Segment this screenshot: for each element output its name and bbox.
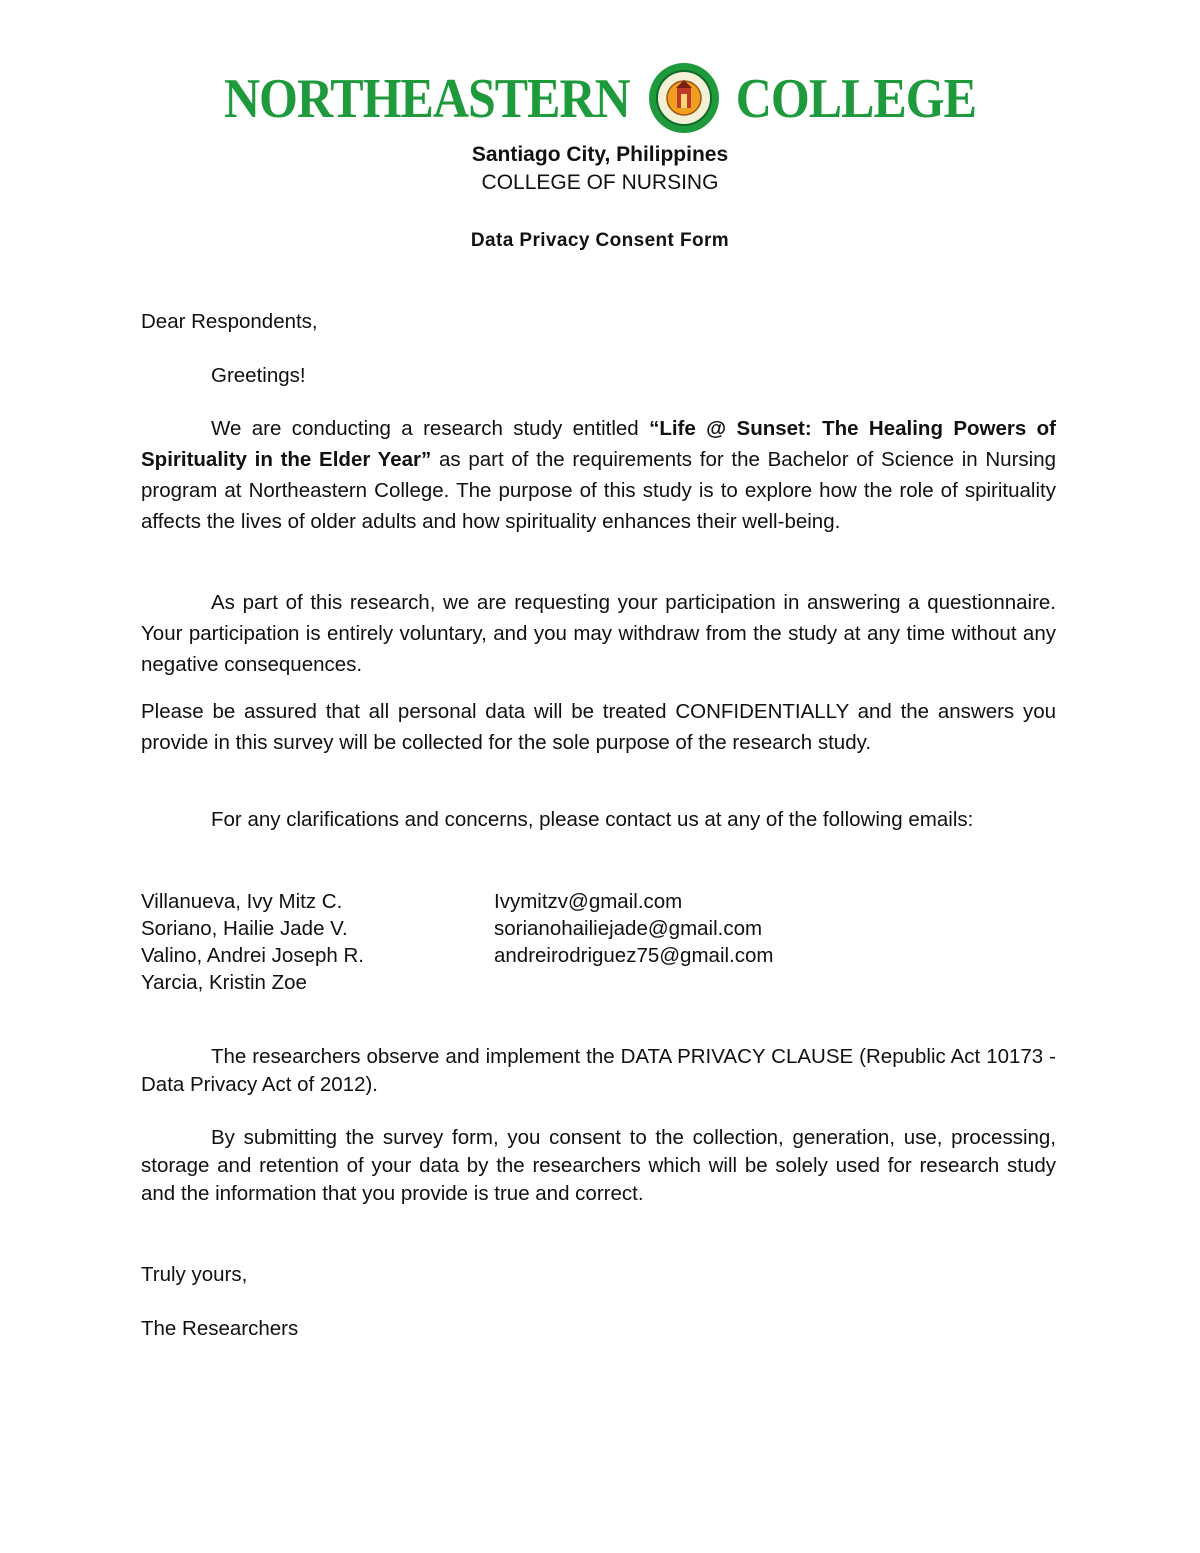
paragraph-consent: By submitting the survey form, you consent to the collection, generation, use, processing, storage and retention of your data by the researchers which will be solely used for research study and the information that you provide is true and correct. [141, 1126, 1056, 1205]
contact-row [141, 942, 773, 969]
college-name-right: COLLEGE [735, 66, 977, 130]
contact-name: Soriano, Hailie Jade V. [141, 917, 348, 940]
contact-email: sorianohailiejade@gmail.com [494, 917, 763, 940]
closing: Truly yours, [141, 1263, 248, 1286]
page-title: Data Privacy Consent Form [470, 230, 730, 251]
paragraph-study-intro [141, 413, 1056, 537]
contact-email: andreirodriguez75@gmail.com [494, 944, 774, 967]
college-seal-icon [648, 62, 720, 134]
college-location: Santiago City, Philippines [471, 143, 729, 166]
paragraph-participation: As part of this research, we are requesting your participation in answering a questionnaire. Your participation is entirely voluntary, and you may withdraw from the study at any time without any negative consequences. [141, 591, 1056, 676]
signature: The Researchers [141, 1317, 299, 1340]
contact-row [141, 969, 773, 996]
paragraph-contact: For any clarifications and concerns, please contact us at any of the following emails: [211, 808, 974, 831]
paragraph-confidentiality: Please be assured that all personal data will be treated CONFIDENTIALLY and the answers you provide in this survey will be collected for the sole purpose of the research study. [141, 700, 1056, 754]
contact-row [141, 888, 773, 915]
contact-list [141, 888, 773, 996]
study-title: “Life @ Sunset: The Healing Powers of Spirituality in the Elder Year” [141, 417, 1056, 471]
college-banner [0, 62, 1200, 134]
contact-name: Valino, Andrei Joseph R. [141, 944, 364, 967]
paragraph-text: We are conducting a research study entitled [211, 417, 650, 440]
contact-row [141, 915, 773, 942]
greeting: Greetings! [211, 364, 306, 387]
college-name-left: NORTHEASTERN [223, 66, 630, 130]
contact-name: Villanueva, Ivy Mitz C. [141, 890, 343, 913]
contact-email: Ivymitzv@gmail.com [494, 890, 683, 913]
contact-name: Yarcia, Kristin Zoe [141, 971, 307, 994]
paragraph-data-privacy-clause: The researchers observe and implement the DATA PRIVACY CLAUSE (Republic Act 10173 - Data Privacy Act of 2012). [141, 1045, 1056, 1096]
salutation: Dear Respondents, [141, 310, 318, 333]
college-department: COLLEGE OF NURSING [481, 171, 719, 194]
paragraph-text: as part of the requirements for the Bachelor of Science in Nursing program at Northeastern College. The purpose of this study is to explore how the role of spirituality affects the lives of older adults and how spirituality enhances their well-being. [141, 448, 1057, 533]
